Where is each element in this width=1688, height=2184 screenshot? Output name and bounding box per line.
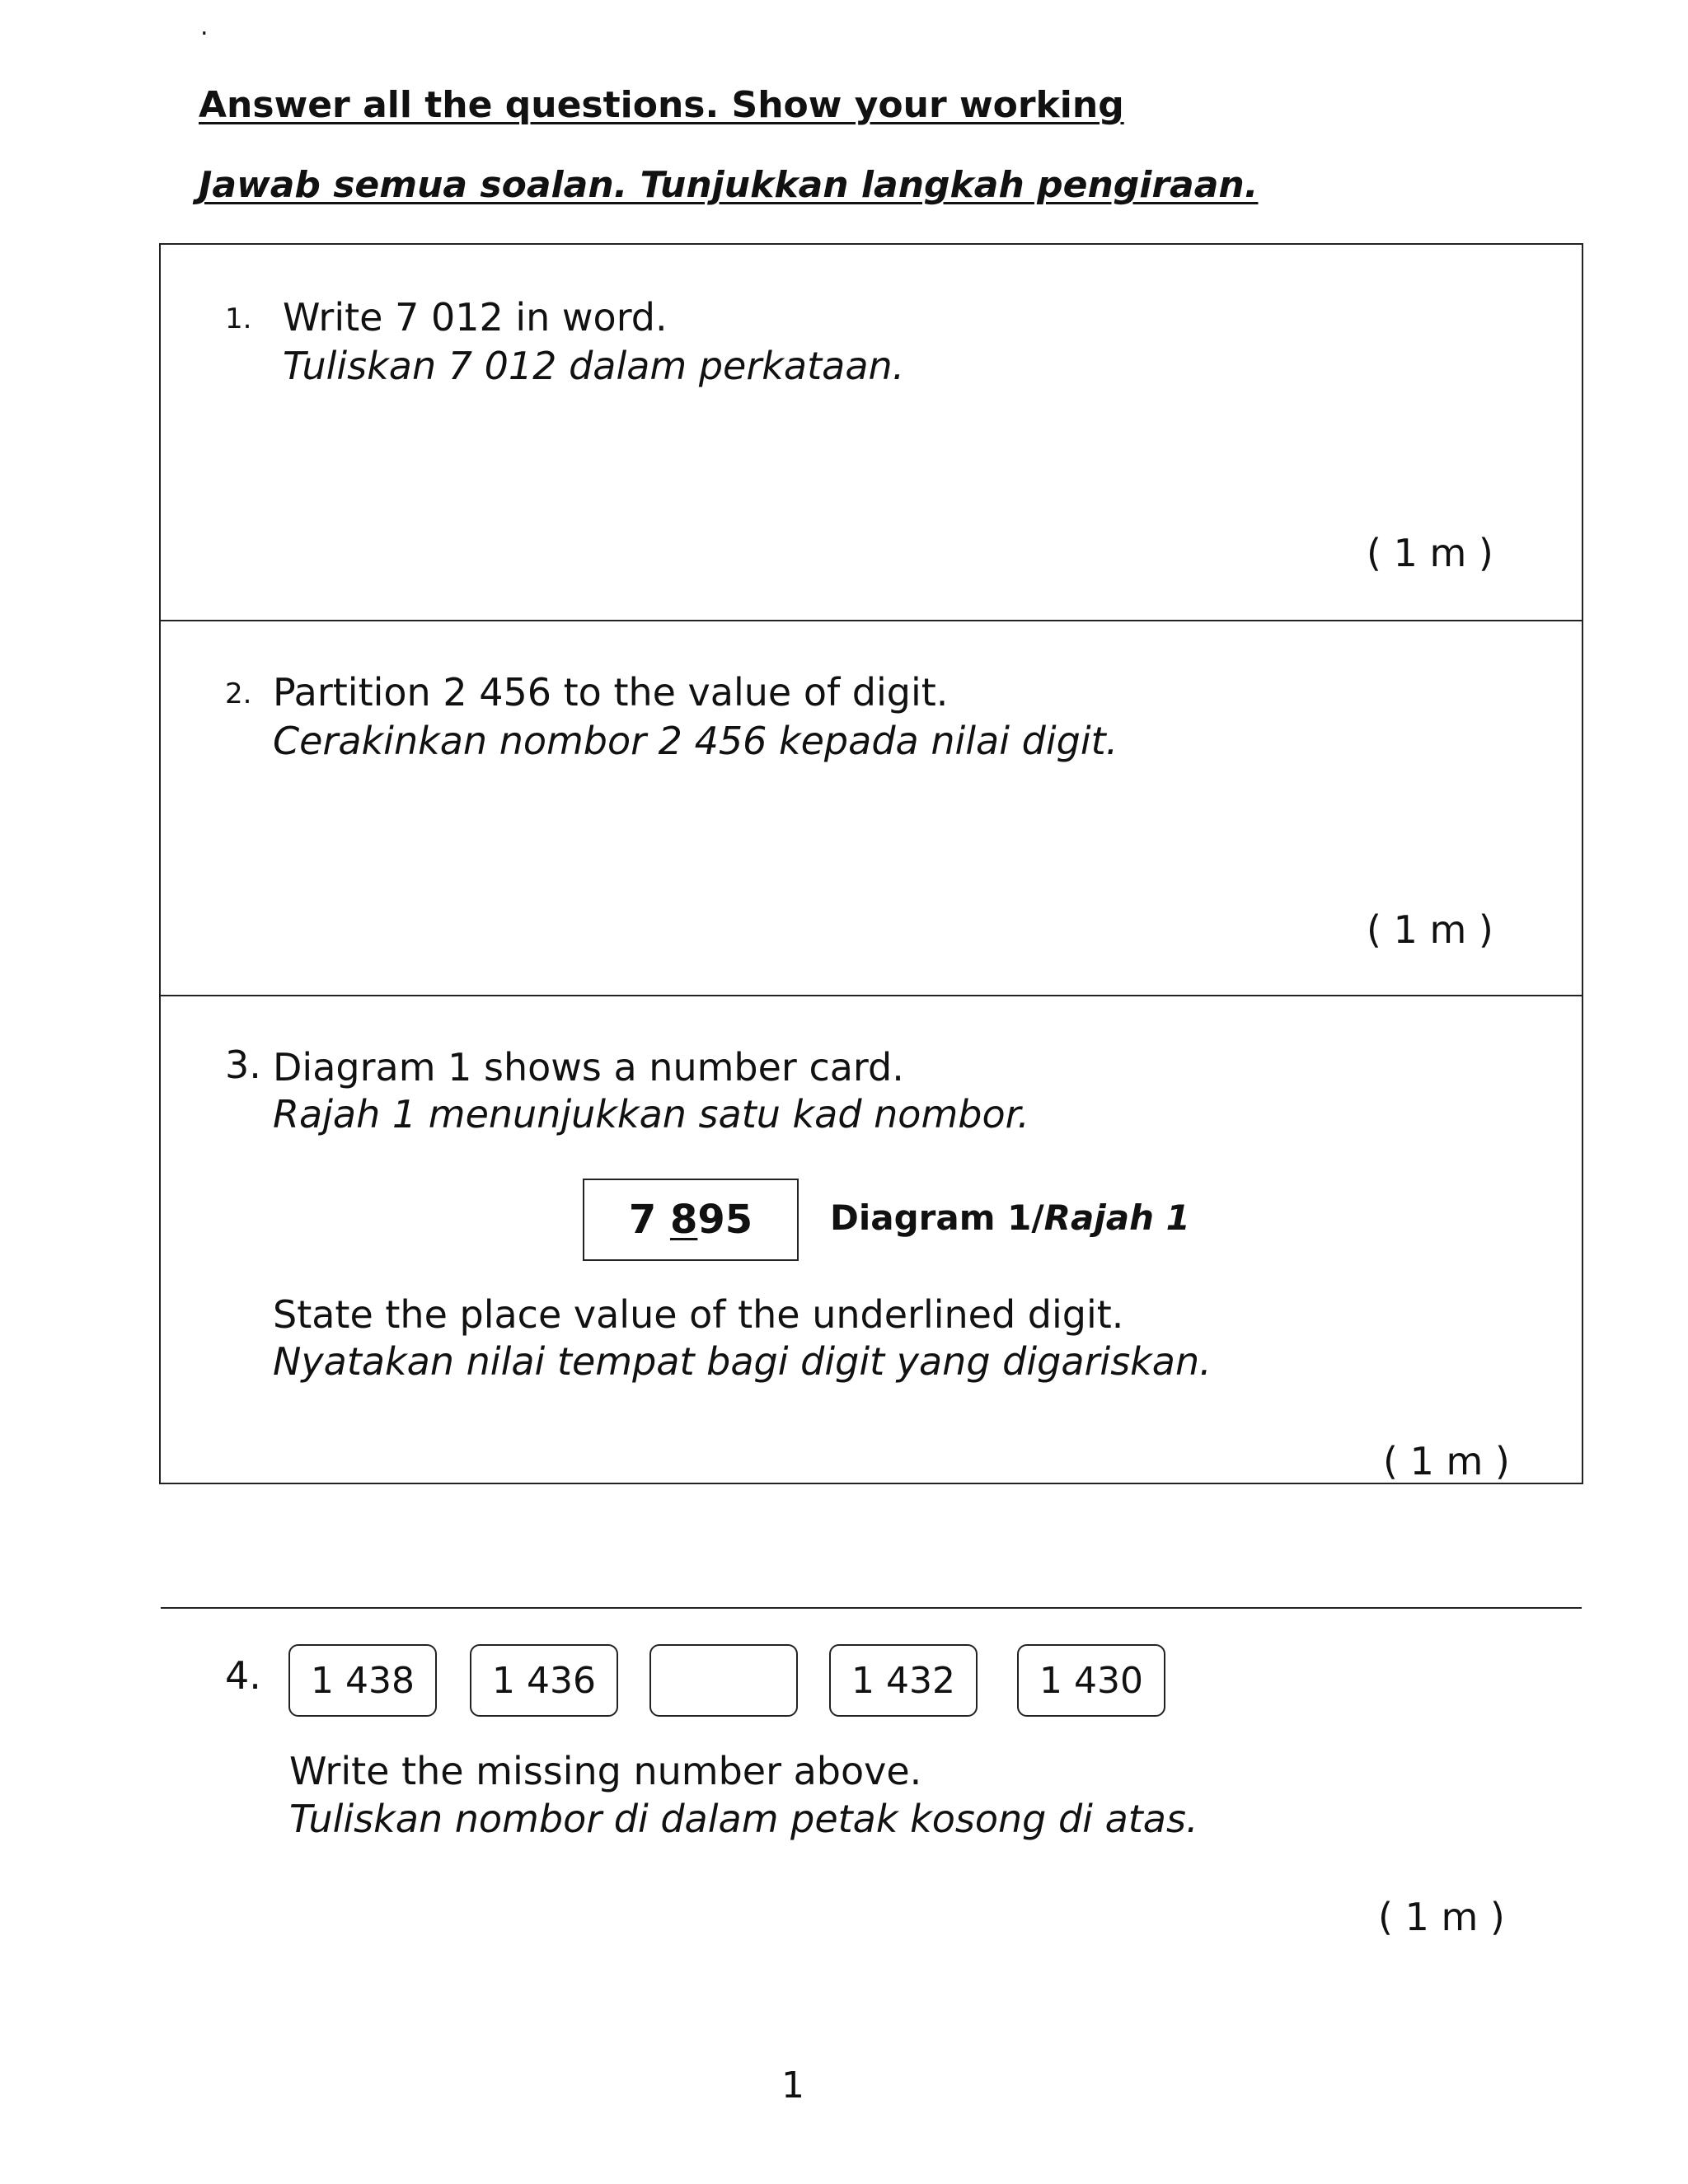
question-text-english: Partition 2 456 to the value of digit. xyxy=(273,670,949,715)
diagram-caption xyxy=(830,1197,1190,1238)
question-text-malay: Cerakinkan nombor 2 456 kepada nilai digit. xyxy=(273,719,1118,763)
question-text-english: Write the missing number above. xyxy=(289,1749,922,1793)
top-mark: . xyxy=(200,12,209,41)
question-table xyxy=(159,243,1583,1939)
question-text-malay: Tuliskan 7 012 dalam perkataan. xyxy=(283,344,905,388)
question-number: 3. xyxy=(225,1043,261,1087)
question-number: 2. xyxy=(225,677,252,710)
question-3 xyxy=(161,995,1582,1609)
marks-label: ( 1 m ) xyxy=(1367,907,1493,952)
question-2 xyxy=(161,620,1582,996)
sequence-box: 1 432 xyxy=(829,1644,978,1717)
instruction-text-english: State the place value of the underlined digit. xyxy=(273,1292,1124,1337)
marks-label: ( 1 m ) xyxy=(1378,1895,1505,1939)
instruction-text-malay: Nyatakan nilai tempat bagi digit yang digariskan. xyxy=(273,1339,1212,1384)
page-number: 1 xyxy=(781,2064,804,2107)
sequence-box: 1 436 xyxy=(470,1644,618,1717)
number-card xyxy=(583,1179,799,1261)
question-text-english: Write 7 012 in word. xyxy=(283,295,668,340)
question-text-malay: Rajah 1 menunjukkan satu kad nombor. xyxy=(273,1092,1029,1137)
caption-english: Diagram 1/ xyxy=(830,1197,1044,1238)
question-text-english: Diagram 1 shows a number card. xyxy=(273,1045,904,1090)
question-1 xyxy=(161,245,1582,620)
question-4 xyxy=(161,1607,1582,1984)
card-digits-before: 7 xyxy=(628,1197,670,1243)
question-text-malay: Tuliskan nombor di dalam petak kosong di atas. xyxy=(289,1797,1198,1841)
card-underlined-digit: 8 xyxy=(669,1197,698,1243)
marks-label: ( 1 m ) xyxy=(1383,1439,1510,1483)
question-number: 4. xyxy=(225,1653,261,1698)
card-digits-after: 95 xyxy=(697,1197,753,1243)
question-number: 1. xyxy=(225,302,252,335)
instruction-malay: Jawab semua soalan. Tunjukkan langkah pengiraan. xyxy=(199,164,1259,206)
caption-malay: Rajah 1 xyxy=(1043,1197,1190,1238)
instruction-english: Answer all the questions. Show your working xyxy=(199,84,1124,126)
marks-label: ( 1 m ) xyxy=(1367,531,1493,575)
sequence-box: 1 438 xyxy=(288,1644,437,1717)
sequence-box-empty xyxy=(649,1644,798,1717)
sequence-box: 1 430 xyxy=(1017,1644,1165,1717)
